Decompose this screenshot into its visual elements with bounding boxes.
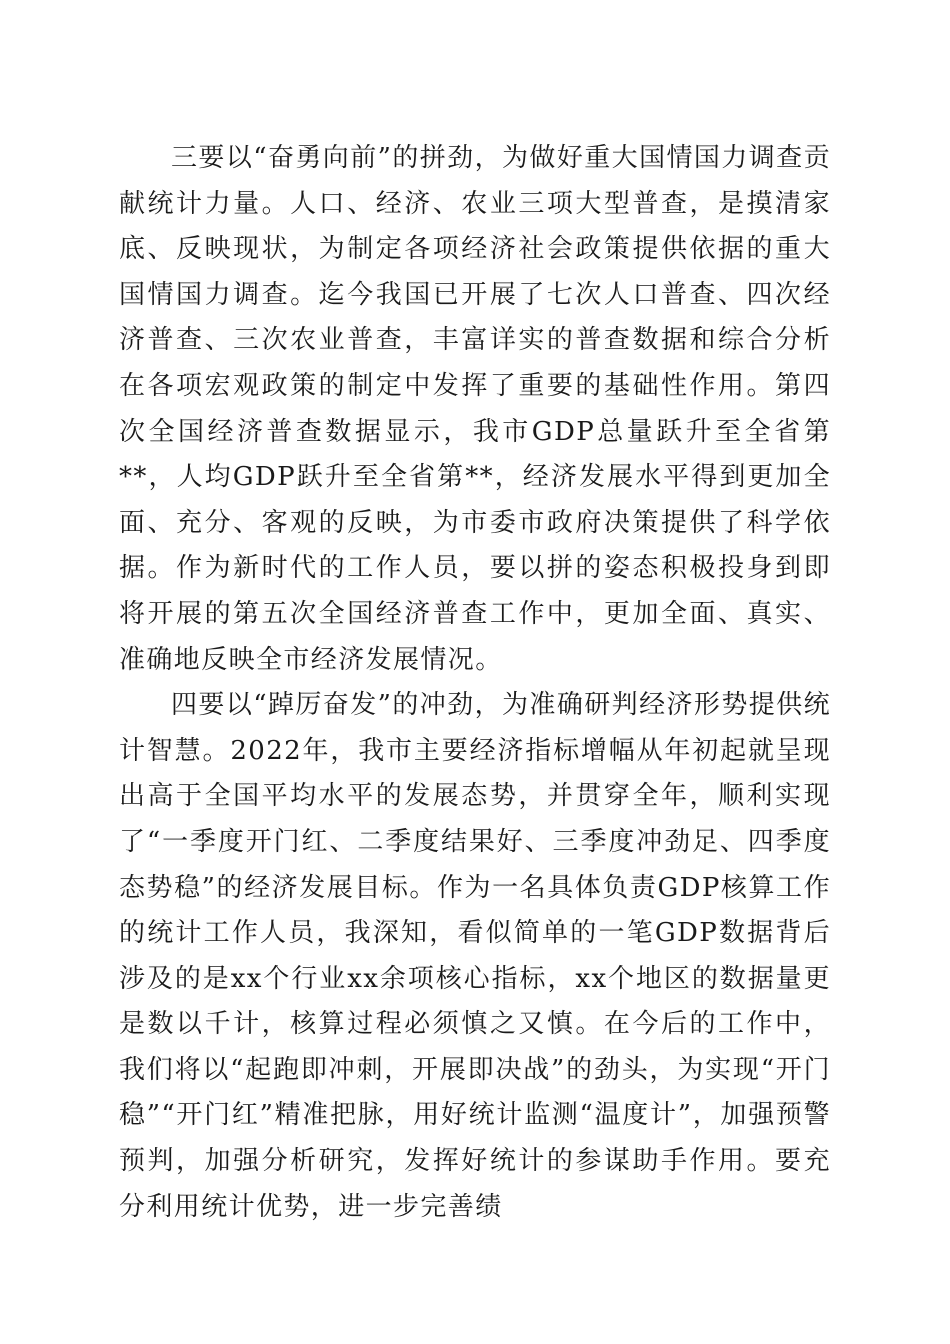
paragraph-census-section: 三要以“奋勇向前”的拼劲，为做好重大国情国力调查贡献统计力量。人口、经济、农业三项大型普查，是摸清家底、反映现状，为制定各项经济社会政策提供依据的重大国情国力调查。迄今我国已开展了七次人口普查、四次经济普查、三次农业普查，丰富详实的普查数据和综合分析在各项宏观政策的制定中发挥了重要的基础性作用。第四次全国经济普查数据显示，我市GDP总量跃升至全省第**，人均GDP跃升至全省第**，经济发展水平得到更加全面、充分、客观的反映，为市委市政府决策提供了科学依据。作为新时代的工作人员，要以拼的姿态积极投身到即将开展的第五次全国经济普查工作中，更加全面、真实、准确地反映全市经济发展情况。: [119, 143, 831, 675]
body-text: [119, 136, 831, 1230]
paragraph-economic-analysis-section: 四要以“踔厉奋发”的冲劲，为准确研判经济形势提供统计智慧。2022年，我市主要经济指标增幅从年初起就呈现出高于全国平均水平的发展态势，并贯穿全年，顺利实现了“一季度开门红、二季度结果好、三季度冲劲足、四季度态势稳”的经济发展目标。作为一名具体负责GDP核算工作的统计工作人员，我深知，看似简单的一笔GDP数据背后涉及的是xx个行业xx余项核心指标，xx个地区的数据量更是数以千计，核算过程必须慎之又慎。在今后的工作中，我们将以“起跑即冲刺，开展即决战”的劲头，为实现“开门稳”“开门红”精准把脉，用好统计监测“温度计”，加强预警预判，加强分析研究，发挥好统计的参谋助手作用。要充分利用统计优势，进一步完善绩: [119, 690, 831, 1222]
